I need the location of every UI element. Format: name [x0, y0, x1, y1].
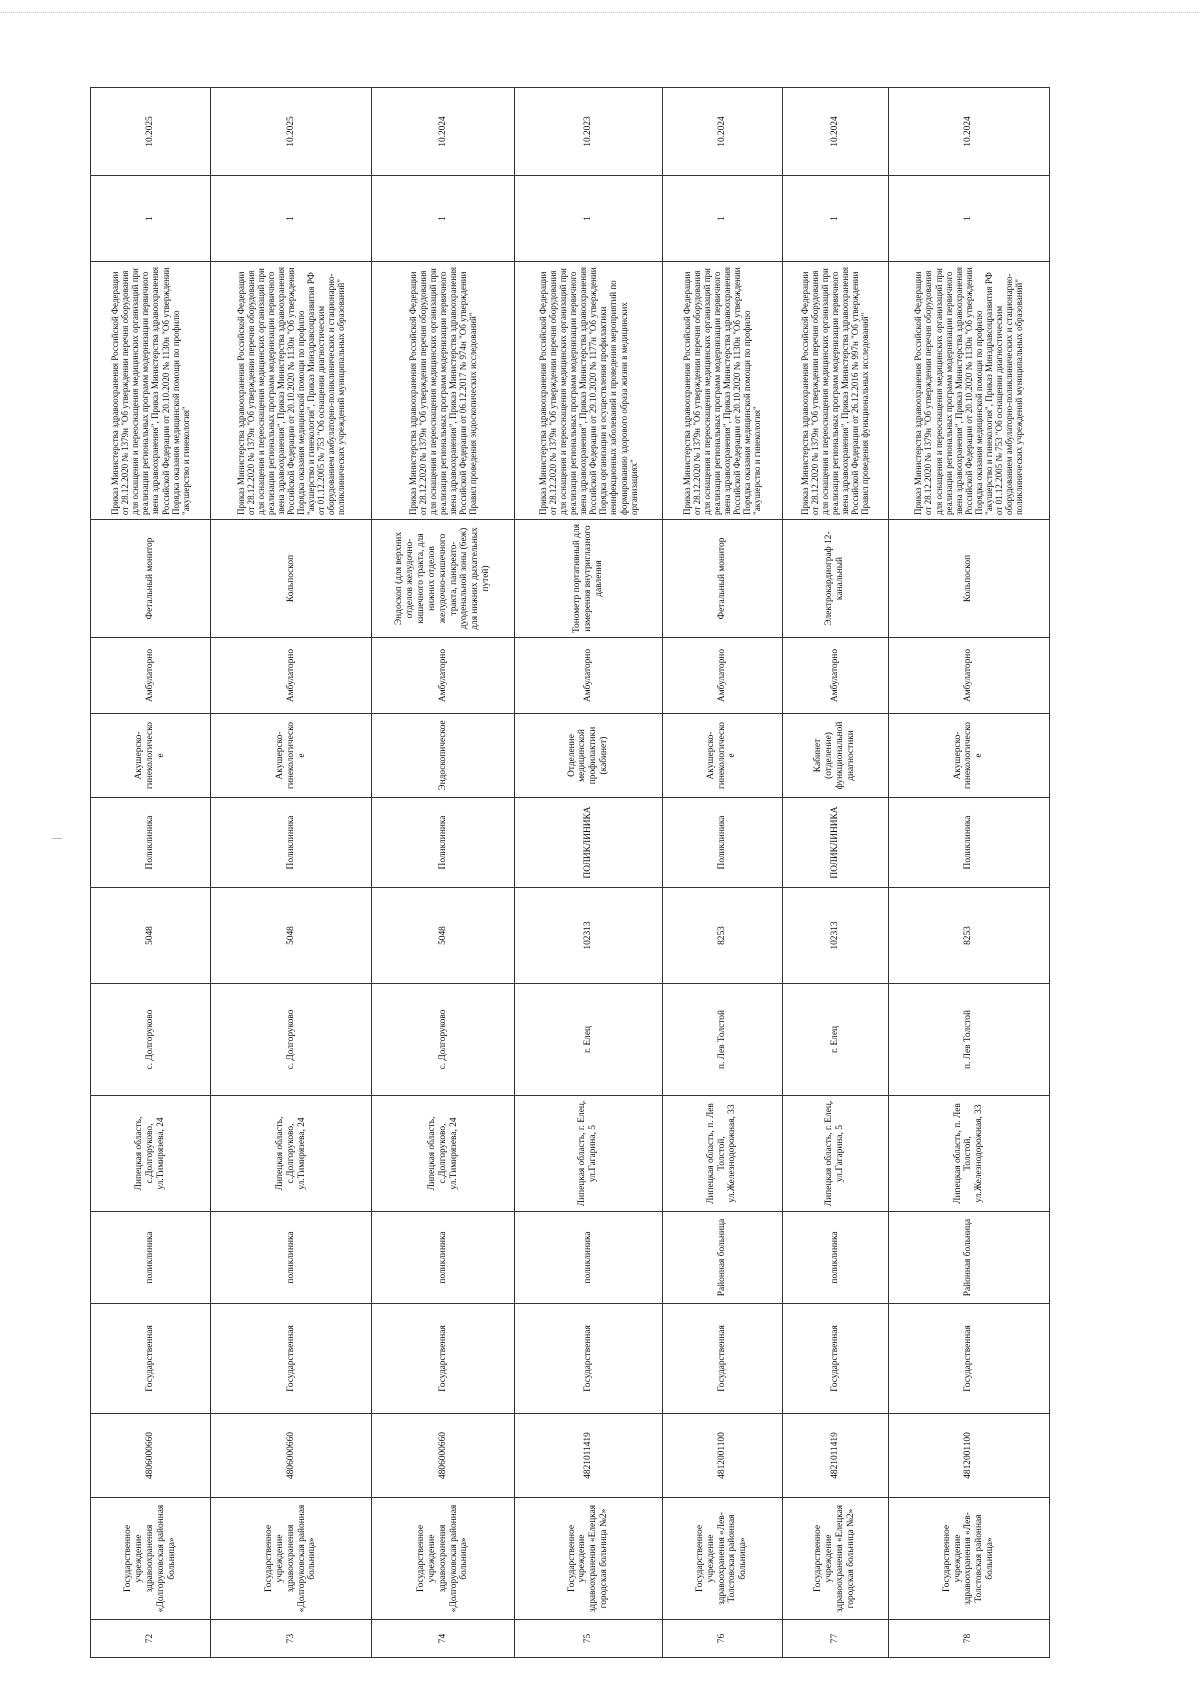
- facility-type-cell: поликлиника: [210, 1212, 371, 1304]
- care-form-cell: Амбулаторно: [888, 638, 1049, 714]
- unit-cell: Поликлиника: [372, 798, 515, 888]
- settlement-cell: г. Елец: [782, 984, 888, 1096]
- unit-cell: Поликлиника: [662, 798, 782, 888]
- table-body: [91, 88, 1050, 1658]
- care-form-cell: Амбулаторно: [91, 638, 211, 714]
- organization-cell: Государственное учреждение здравоохранения «Долгоруковская районная больница»: [210, 1498, 371, 1620]
- unit-cell: ПОЛИКЛИНИКА: [782, 798, 888, 888]
- inn-code-cell: 4821011419: [515, 1414, 663, 1498]
- deadline-cell: 10.2024: [662, 88, 782, 176]
- regulation-cell: Приказ Министерства здравоохранения Российской Федерации от 28.12.2020 № 1379н "Об утверждении перечня оборудования для оснащения и переоснащения медицинских организаций при реализации региональных программ модернизации первичного звена здравоохранения", Приказ Министерства здравоохранения Российской Федерации от 20.10.2020 № 1130н "Об утверждении Порядка оказания медицинской помощи по профилю "акушерство и гинекология", Приказ Минздравсоцразвития РФ от 01.12.2005 № 753 "Об оснащении диагностическим оборудованием амбулаторно-поликлинических и стационарно-поликлинических учреждений муниципальных образований": [210, 262, 371, 520]
- ownership-cell: Государственная: [782, 1304, 888, 1414]
- rotated-page: [90, 88, 1050, 1658]
- regulation-cell: Приказ Министерства здравоохранения Российской Федерации от 28.12.2020 № 1379н "Об утверждении перечня оборудования для оснащения и переоснащения медицинских организаций при реализации региональных программ модернизации первичного звена здравоохранения", Приказ Министерства здравоохранения Российской Федерации от 20.10.2020 № 1130н "Об утверждении Порядка оказания медицинской помощи по профилю "акушерство и гинекология": [91, 262, 211, 520]
- organization-cell: Государственное учреждение здравоохранения «Елецкая городская больница №2»: [782, 1498, 888, 1620]
- inn-code-cell: 4821011419: [782, 1414, 888, 1498]
- quantity-cell: 1: [210, 176, 371, 262]
- table-row: [888, 88, 1049, 1658]
- regulation-cell: Приказ Министерства здравоохранения Российской Федерации от 28.12.2020 № 1379н "Об утверждении перечня оборудования для оснащения и переоснащения медицинских организаций при реализации региональных программ модернизации первичного звена здравоохранения", Приказ Министерства здравоохранения Российской Федерации от 06.12.2017 № 974н "Об утверждении Правил проведения эндоскопических исследований": [372, 262, 515, 520]
- organization-cell: Государственное учреждение здравоохранения «Лев-Толстовская районная больница»: [888, 1498, 1049, 1620]
- quantity-cell: 1: [372, 176, 515, 262]
- ownership-cell: Государственная: [372, 1304, 515, 1414]
- equipment-cell: Тонометр портативный для измерения внутриглазного давления: [515, 520, 663, 638]
- regulation-cell: Приказ Министерства здравоохранения Российской Федерации от 28.12.2020 № 1379н "Об утверждении перечня оборудования для оснащения и переоснащения медицинских организаций при реализации региональных программ модернизации первичного звена здравоохранения", Приказ Министерства здравоохранения Российской Федерации от 29.10.2020 № 1177н "Об утверждении Порядка организации и осуществления профилактики неинфекционных заболеваний и проведения мероприятий по формированию здорового образа жизни в медицинских организациях": [515, 262, 663, 520]
- quantity-cell: 1: [782, 176, 888, 262]
- quantity-cell: 1: [662, 176, 782, 262]
- facility-type-cell: Районная больница: [888, 1212, 1049, 1304]
- facility-type-cell: поликлиника: [372, 1212, 515, 1304]
- unit-cell: Поликлиника: [210, 798, 371, 888]
- row-number-cell: 73: [210, 1620, 371, 1658]
- deadline-cell: 10.2025: [91, 88, 211, 176]
- settlement-cell: г. Елец: [515, 984, 663, 1096]
- department-cell: Акушерско-гинекологическое: [91, 714, 211, 798]
- inn-code-cell: 4806000660: [210, 1414, 371, 1498]
- department-cell: Акушерско-гинекологическое: [210, 714, 371, 798]
- row-number-cell: 77: [782, 1620, 888, 1658]
- care-form-cell: Амбулаторно: [782, 638, 888, 714]
- row-number-cell: 76: [662, 1620, 782, 1658]
- deadline-cell: 10.2024: [372, 88, 515, 176]
- equipment-cell: Фетальный монитор: [662, 520, 782, 638]
- address-cell: Липецкая область, г. Елец, ул.Гагарина, 5: [515, 1096, 663, 1212]
- department-cell: Отделение медицинской профилактики (кабинет): [515, 714, 663, 798]
- settlement-cell: п. Лев Толстой: [888, 984, 1049, 1096]
- table-row: [210, 88, 371, 1658]
- regulation-cell: Приказ Министерства здравоохранения Российской Федерации от 28.12.2020 № 1379н "Об утверждении перечня оборудования для оснащения и переоснащения медицинских организаций при реализации региональных программ модернизации первичного звена здравоохранения", Приказ Министерства здравоохранения Российской Федерации от 20.10.2020 № 1130н "Об утверждении Порядка оказания медицинской помощи по профилю "акушерство и гинекология": [662, 262, 782, 520]
- unit-cell: ПОЛИКЛИНИКА: [515, 798, 663, 888]
- table-row: [515, 88, 663, 1658]
- organization-cell: Государственное учреждение здравоохранения «Лев-Толстовская районная больница»: [662, 1498, 782, 1620]
- equipment-cell: Электрокардиограф 12-канальный: [782, 520, 888, 638]
- deadline-cell: 10.2023: [515, 88, 663, 176]
- table-row: [372, 88, 515, 1658]
- equipment-table: [90, 87, 1050, 1658]
- population-cell: 5048: [210, 888, 371, 984]
- equipment-cell: Фетальный монитор: [91, 520, 211, 638]
- ownership-cell: Государственная: [210, 1304, 371, 1414]
- care-form-cell: Амбулаторно: [210, 638, 371, 714]
- address-cell: Липецкая область, с.Долгоруково, ул.Тимирязева, 24: [91, 1096, 211, 1212]
- quantity-cell: 1: [515, 176, 663, 262]
- facility-type-cell: поликлиника: [91, 1212, 211, 1304]
- scan-top-border: [0, 12, 1200, 13]
- care-form-cell: Амбулаторно: [662, 638, 782, 714]
- ownership-cell: Государственная: [888, 1304, 1049, 1414]
- inn-code-cell: 4812001100: [662, 1414, 782, 1498]
- settlement-cell: п. Лев Толстой: [662, 984, 782, 1096]
- deadline-cell: 10.2025: [210, 88, 371, 176]
- ownership-cell: Государственная: [662, 1304, 782, 1414]
- equipment-cell: Эндоскоп (для верхних отделов желудочно-кишечного тракта, для нижних отделов желудочно-кишечного тракта, панкреато-дуоденальной зоны (6еж) для нижних дыхательных путей): [372, 520, 515, 638]
- address-cell: Липецкая область, п. Лев Толстой, ул.Железнодорожная, 33: [888, 1096, 1049, 1212]
- address-cell: Липецкая область, с.Долгоруково, ул.Тимирязева, 24: [210, 1096, 371, 1212]
- table-row: [782, 88, 888, 1658]
- equipment-cell: Кольпоскоп: [888, 520, 1049, 638]
- population-cell: 8253: [888, 888, 1049, 984]
- deadline-cell: 10.2024: [888, 88, 1049, 176]
- facility-type-cell: поликлиника: [782, 1212, 888, 1304]
- facility-type-cell: поликлиника: [515, 1212, 663, 1304]
- scan-margin-mark: [52, 838, 62, 839]
- unit-cell: Поликлиника: [91, 798, 211, 888]
- regulation-cell: Приказ Министерства здравоохранения Российской Федерации от 28.12.2020 № 1379н "Об утверждении перечня оборудования для оснащения и переоснащения медицинских организаций при реализации региональных программ модернизации первичного звена здравоохранения", Приказ Министерства здравоохранения Российской Федерации от 20.10.2020 № 1130н "Об утверждении Порядка оказания медицинской помощи по профилю "акушерство и гинекология", Приказ Минздравсоцразвития РФ от 01.12.2005 № 753 "Об оснащении диагностическим оборудованием амбулаторно-поликлинических и стационарно-поликлинических учреждений муниципальных образований": [888, 262, 1049, 520]
- row-number-cell: 78: [888, 1620, 1049, 1658]
- regulation-cell: Приказ Министерства здравоохранения Российской Федерации от 28.12.2020 № 1379н "Об утверждении перечня оборудования для оснащения и переоснащения медицинских организаций при реализации региональных программ модернизации первичного звена здравоохранения", Приказ Министерства здравоохранения Российской Федерации от 26.12.2016 № 997н "Об утверждении Правил проведения функциональных исследований": [782, 262, 888, 520]
- address-cell: Липецкая область, г. Елец, ул.Гагарина, 5: [782, 1096, 888, 1212]
- organization-cell: Государственное учреждение здравоохранения «Елецкая городская больница №2»: [515, 1498, 663, 1620]
- row-number-cell: 74: [372, 1620, 515, 1658]
- population-cell: 102313: [515, 888, 663, 984]
- address-cell: Липецкая область, с.Долгоруково, ул.Тимирязева, 24: [372, 1096, 515, 1212]
- settlement-cell: с. Долгоруково: [91, 984, 211, 1096]
- ownership-cell: Государственная: [91, 1304, 211, 1414]
- facility-type-cell: Районная больница: [662, 1212, 782, 1304]
- table-row: [662, 88, 782, 1658]
- unit-cell: Поликлиника: [888, 798, 1049, 888]
- population-cell: 102313: [782, 888, 888, 984]
- table-row: [91, 88, 211, 1658]
- population-cell: 5048: [91, 888, 211, 984]
- population-cell: 8253: [662, 888, 782, 984]
- care-form-cell: Амбулаторно: [372, 638, 515, 714]
- department-cell: Эндоскопическое: [372, 714, 515, 798]
- department-cell: Кабинет (отделение) функциональной диагностики: [782, 714, 888, 798]
- quantity-cell: 1: [888, 176, 1049, 262]
- inn-code-cell: 4806000660: [372, 1414, 515, 1498]
- organization-cell: Государственное учреждение здравоохранения «Долгоруковская районная больница»: [372, 1498, 515, 1620]
- quantity-cell: 1: [91, 176, 211, 262]
- inn-code-cell: 4812001100: [888, 1414, 1049, 1498]
- department-cell: Акушерско-гинекологическое: [662, 714, 782, 798]
- ownership-cell: Государственная: [515, 1304, 663, 1414]
- population-cell: 5048: [372, 888, 515, 984]
- settlement-cell: с. Долгоруково: [210, 984, 371, 1096]
- row-number-cell: 75: [515, 1620, 663, 1658]
- row-number-cell: 72: [91, 1620, 211, 1658]
- settlement-cell: с. Долгоруково: [372, 984, 515, 1096]
- address-cell: Липецкая область, п. Лев Толстой, ул.Железнодорожная, 33: [662, 1096, 782, 1212]
- inn-code-cell: 4806000660: [91, 1414, 211, 1498]
- deadline-cell: 10.2024: [782, 88, 888, 176]
- equipment-cell: Кольпоскоп: [210, 520, 371, 638]
- organization-cell: Государственное учреждение здравоохранения «Долгоруковская районная больница»: [91, 1498, 211, 1620]
- department-cell: Акушерско-гинекологическое: [888, 714, 1049, 798]
- care-form-cell: Амбулаторно: [515, 638, 663, 714]
